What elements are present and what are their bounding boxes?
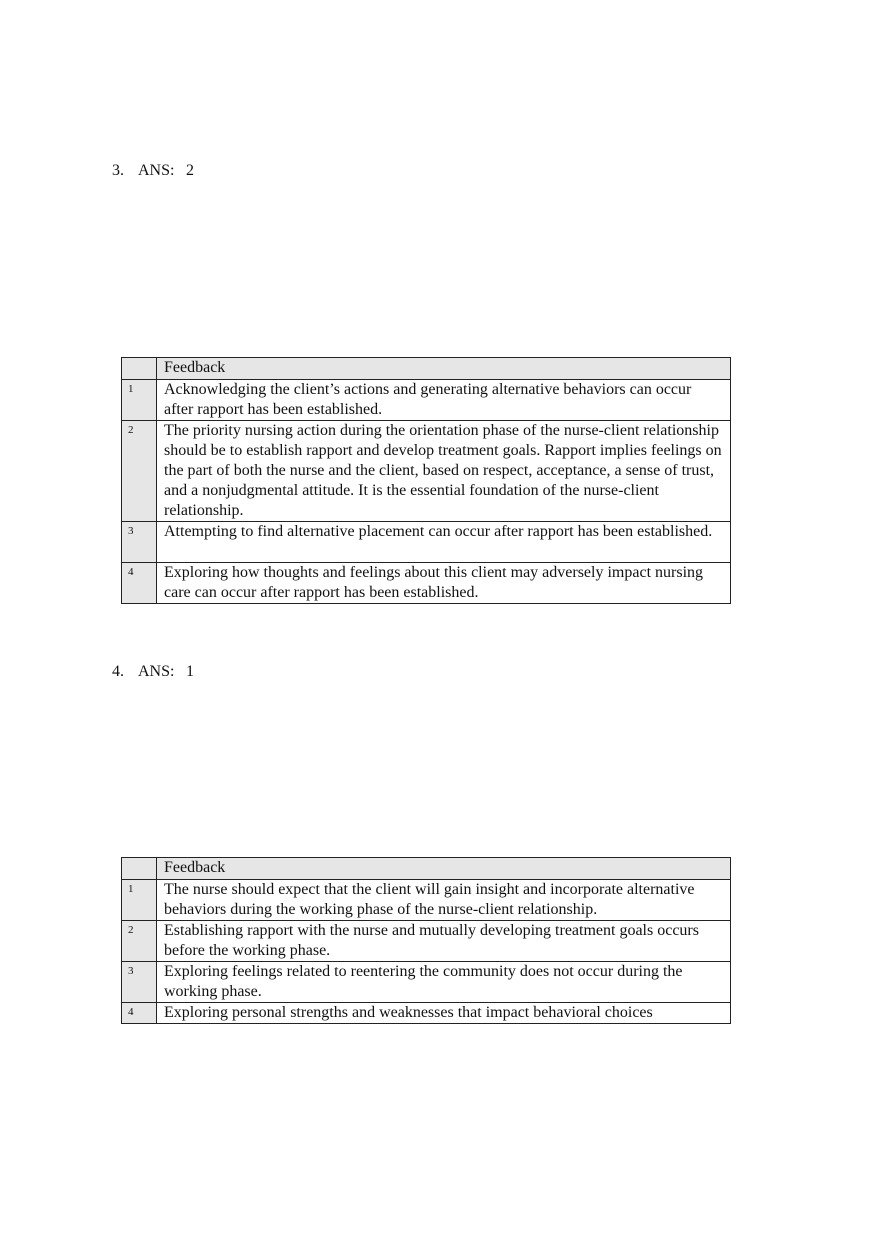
- question-number: 4.: [112, 663, 124, 680]
- answer-value: 1: [186, 663, 194, 680]
- ans-label: ANS:: [138, 162, 175, 179]
- feedback-table-q3: [121, 357, 731, 604]
- feedback-text: Exploring personal strengths and weaknesses that impact behavioral choices: [157, 1003, 731, 1024]
- option-number: 4: [122, 1003, 157, 1024]
- table-header-row: [122, 358, 731, 380]
- table-row: [122, 421, 731, 522]
- option-number: 1: [122, 880, 157, 921]
- feedback-text: The nurse should expect that the client will gain insight and incorporate alternative behaviors during the working phase of the nurse-client relationship.: [157, 880, 731, 921]
- answer-line-q4: [104, 645, 194, 681]
- table-row: [122, 880, 731, 921]
- option-number: 3: [122, 962, 157, 1003]
- option-number: 4: [122, 563, 157, 604]
- feedback-text: Exploring how thoughts and feelings about this client may adversely impact nursing care can occur after rapport has been established.: [157, 563, 731, 604]
- feedback-text: The priority nursing action during the orientation phase of the nurse-client relationship should be to establish rapport and develop treatment goals. Rapport implies feelings on the part of both the nurse and the client, based on respect, acceptance, a sense of trust, and a nonjudgmental attitude. It is the essential foundation of the nurse-client relationship.: [157, 421, 731, 522]
- answer-line-q3: [104, 144, 194, 180]
- table-row: [122, 921, 731, 962]
- table-row: [122, 1003, 731, 1024]
- table-row: [122, 522, 731, 563]
- feedback-text: Establishing rapport with the nurse and mutually developing treatment goals occurs before the working phase.: [157, 921, 731, 962]
- feedback-text: Acknowledging the client’s actions and generating alternative behaviors can occur after rapport has been established.: [157, 380, 731, 421]
- option-number: 1: [122, 380, 157, 421]
- option-number: 2: [122, 921, 157, 962]
- header-blank-cell: [122, 858, 157, 880]
- option-number: 2: [122, 421, 157, 522]
- feedback-table-q4: [121, 857, 731, 1024]
- table-row: [122, 563, 731, 604]
- table-row: [122, 380, 731, 421]
- table-row: [122, 962, 731, 1003]
- feedback-header: Feedback: [157, 358, 731, 380]
- header-blank-cell: [122, 358, 157, 380]
- ans-label: ANS:: [138, 663, 175, 680]
- answer-value: 2: [186, 162, 194, 179]
- option-number: 3: [122, 522, 157, 563]
- question-number: 3.: [112, 162, 124, 179]
- table-header-row: [122, 858, 731, 880]
- feedback-text: Attempting to find alternative placement can occur after rapport has been established.: [157, 522, 731, 563]
- feedback-text: Exploring feelings related to reentering the community does not occur during the working phase.: [157, 962, 731, 1003]
- feedback-header: Feedback: [157, 858, 731, 880]
